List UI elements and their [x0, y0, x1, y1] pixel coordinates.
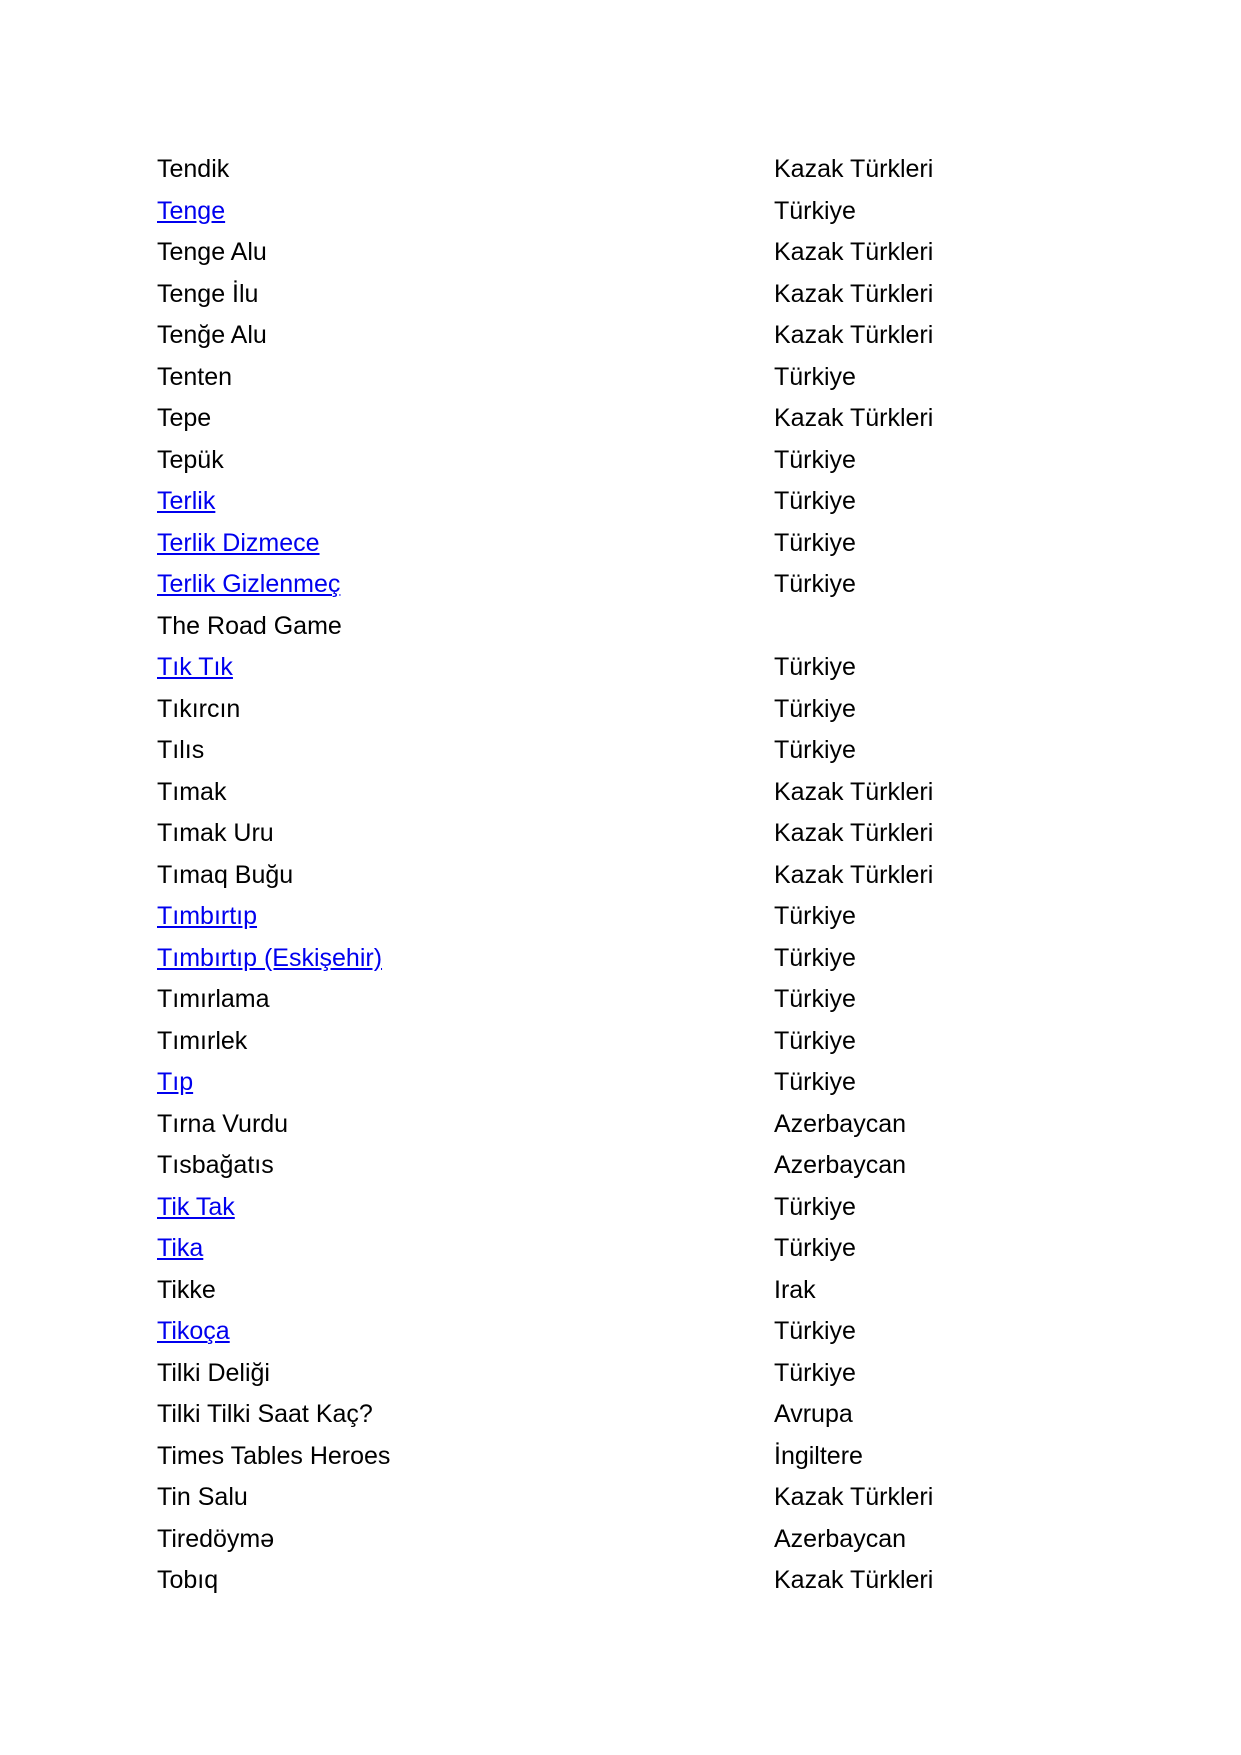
game-name-link[interactable]: Terlik Dizmece — [157, 528, 320, 557]
game-name — [157, 481, 215, 523]
games-regions-list — [157, 149, 1107, 1602]
game-region: Türkiye — [774, 362, 856, 391]
game-region: Azerbaycan — [774, 1524, 907, 1553]
game-region: Azerbaycan — [774, 1109, 907, 1138]
list-row — [157, 1394, 1107, 1436]
list-row — [157, 1353, 1107, 1395]
game-name: The Road Game — [157, 611, 342, 640]
list-row — [157, 855, 1107, 897]
game-region: Kazak Türkleri — [774, 321, 934, 349]
game-name: Tımaq Buğu — [157, 860, 294, 889]
game-region: Kazak Türkleri — [774, 777, 934, 806]
game-name-link[interactable]: Tımbırtıp (Eskişehir) — [157, 943, 383, 972]
list-row — [157, 232, 1107, 274]
game-region: Türkiye — [774, 736, 856, 764]
game-name: Tırna Vurdu — [157, 1109, 289, 1138]
game-name: Tısbağatıs — [157, 1151, 274, 1179]
game-region: Türkiye — [774, 1192, 856, 1221]
list-row — [157, 938, 1107, 980]
game-name: Tepük — [157, 445, 224, 474]
game-name: Tenge İlu — [157, 279, 259, 308]
game-name-link[interactable]: Tika — [157, 1234, 204, 1262]
game-region: Kazak Türkleri — [774, 238, 934, 266]
game-name — [157, 938, 382, 980]
list-row — [157, 979, 1107, 1021]
game-name-link[interactable]: Tımbırtıp — [157, 902, 258, 930]
list-row — [157, 191, 1107, 233]
game-name — [157, 523, 320, 565]
list-row — [157, 564, 1107, 606]
list-row — [157, 149, 1107, 191]
game-name: Tobıq — [157, 1566, 219, 1594]
list-row — [157, 1062, 1107, 1104]
game-region: Türkiye — [774, 985, 856, 1013]
list-row — [157, 647, 1107, 689]
game-name — [157, 1187, 235, 1229]
list-row — [157, 1270, 1107, 1312]
game-name: Tımırlek — [157, 1026, 248, 1055]
game-name: Tin Salu — [157, 1483, 248, 1511]
game-region: Türkiye — [774, 653, 856, 681]
game-name — [157, 191, 225, 233]
list-row — [157, 398, 1107, 440]
list-row — [157, 1021, 1107, 1063]
game-region: Türkiye — [774, 487, 856, 515]
game-region: Türkiye — [774, 196, 856, 225]
list-row — [157, 689, 1107, 731]
game-region: Kazak Türkleri — [774, 279, 934, 308]
list-row — [157, 1477, 1107, 1519]
list-row — [157, 606, 1107, 648]
game-name — [157, 1311, 230, 1353]
game-region: Irak — [774, 1275, 816, 1304]
game-name-link[interactable]: Tık Tık — [157, 653, 233, 681]
list-row — [157, 813, 1107, 855]
game-name: Tılıs — [157, 736, 205, 764]
game-region: Türkiye — [774, 570, 856, 598]
game-name — [157, 896, 257, 938]
game-name-link[interactable]: Tenge — [157, 196, 226, 225]
list-row — [157, 440, 1107, 482]
game-region: Kazak Türkleri — [774, 155, 934, 183]
list-row — [157, 1187, 1107, 1229]
list-row — [157, 315, 1107, 357]
game-region: Türkiye — [774, 1068, 856, 1096]
game-region: Kazak Türkleri — [774, 819, 934, 847]
game-name: Tımak — [157, 777, 227, 806]
game-name: Tıkırcın — [157, 694, 241, 723]
game-name: Tilki Tilki Saat Kaç? — [157, 1400, 373, 1428]
game-name: Times Tables Heroes — [157, 1441, 391, 1470]
game-name — [157, 647, 233, 689]
list-row — [157, 1104, 1107, 1146]
game-name-link[interactable]: Tıp — [157, 1068, 194, 1096]
game-name-link[interactable]: Terlik Gizlenmeç — [157, 570, 341, 598]
game-name: Tepe — [157, 404, 212, 432]
game-region: Kazak Türkleri — [774, 860, 934, 889]
game-name: Tendik — [157, 155, 230, 183]
list-row — [157, 357, 1107, 399]
game-region: Türkiye — [774, 1317, 856, 1345]
game-name: Tenge Alu — [157, 238, 267, 266]
game-region: Türkiye — [774, 1358, 856, 1387]
game-region: Kazak Türkleri — [774, 1566, 934, 1594]
game-region: Azerbaycan — [774, 1151, 907, 1179]
game-region: Avrupa — [774, 1400, 853, 1428]
game-name — [157, 1062, 193, 1104]
game-region: Kazak Türkleri — [774, 1483, 934, 1511]
game-region: Kazak Türkleri — [774, 404, 934, 432]
list-row — [157, 1145, 1107, 1187]
list-row — [157, 481, 1107, 523]
list-row — [157, 772, 1107, 814]
list-row — [157, 1228, 1107, 1270]
game-name-link[interactable]: Tikoça — [157, 1317, 230, 1345]
game-name: Tiredöymə — [157, 1524, 275, 1553]
list-row — [157, 896, 1107, 938]
list-row — [157, 1560, 1107, 1602]
game-region: Türkiye — [774, 528, 856, 557]
game-name-link[interactable]: Tik Tak — [157, 1192, 235, 1221]
game-name: Tenten — [157, 362, 233, 391]
game-region: İngiltere — [774, 1441, 863, 1470]
game-name — [157, 564, 340, 606]
game-name: Tımak Uru — [157, 819, 274, 847]
game-name-link[interactable]: Terlik — [157, 487, 216, 515]
game-name: Tenğe Alu — [157, 321, 267, 349]
game-region: Türkiye — [774, 902, 856, 930]
game-region: Türkiye — [774, 445, 856, 474]
list-row — [157, 274, 1107, 316]
game-name: Tilki Deliği — [157, 1358, 270, 1387]
game-name: Tikke — [157, 1275, 216, 1304]
list-row — [157, 1311, 1107, 1353]
game-region: Türkiye — [774, 943, 856, 972]
game-name — [157, 1228, 203, 1270]
game-region: Türkiye — [774, 1234, 856, 1262]
list-row — [157, 523, 1107, 565]
list-row — [157, 1436, 1107, 1478]
game-region: Türkiye — [774, 694, 856, 723]
game-name: Tımırlama — [157, 985, 270, 1013]
game-region: Türkiye — [774, 1026, 856, 1055]
list-row — [157, 730, 1107, 772]
list-row — [157, 1519, 1107, 1561]
